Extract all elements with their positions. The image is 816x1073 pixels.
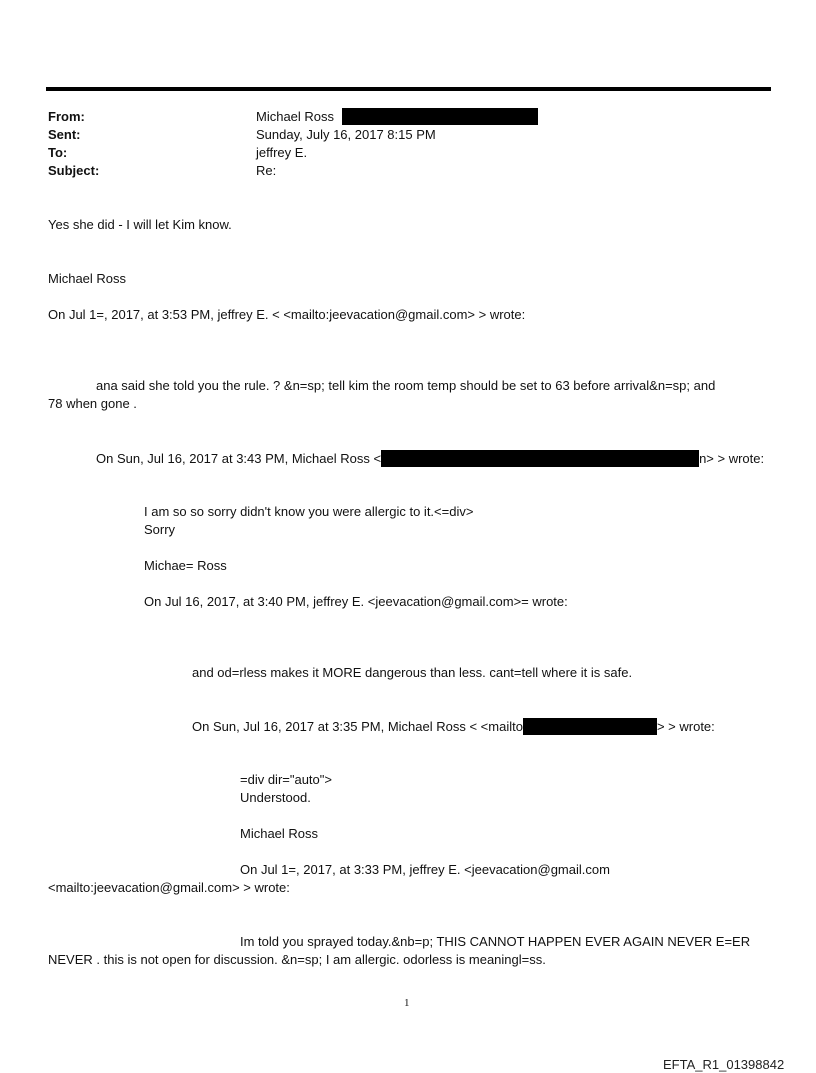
subject-label: Subject: [48, 163, 100, 178]
quote-header: On Jul 1=, 2017, at 3:33 PM, jeffrey E. <jeevacation@gmail.com [240, 862, 610, 877]
redaction-box [381, 450, 699, 467]
to-label: To: [48, 145, 68, 160]
quote-header: On Jul 16, 2017, at 3:40 PM, jeffrey E. <jeevacation@gmail.com>= wrote: [144, 594, 568, 609]
from-name: Michael Ross [256, 109, 335, 124]
signature: Michae= Ross [144, 558, 227, 573]
quote-text: Im told you sprayed today.&nb=p; THIS CANNOT HAPPEN EVER AGAIN NEVER E=ER [240, 934, 751, 949]
quote-text: ana said she told you the rule. ? &n=sp; tell kim the room temp should be set to 63 before arrival&n=sp; and [96, 378, 716, 393]
sent-value: Sunday, July 16, 2017 8:15 PM [256, 127, 436, 142]
sent-label: Sent: [48, 127, 81, 142]
quote-header-text: > > wrote: [656, 719, 715, 734]
redaction-box [342, 108, 538, 125]
signature: Michael Ross [48, 271, 127, 286]
page-number: 1 [404, 997, 410, 1009]
reply-line: Yes she did - I will let Kim know. [48, 217, 232, 232]
redaction-box [523, 718, 657, 735]
quote-text: and od=rless makes it MORE dangerous than less. cant=tell where it is safe. [192, 665, 633, 680]
header-rule [46, 87, 771, 91]
quote-header: On Jul 1=, 2017, at 3:53 PM, jeffrey E. < <mailto:jeevacation@gmail.com> > wrote: [48, 307, 526, 322]
from-label: From: [48, 109, 85, 124]
quote-text: Sorry [144, 522, 176, 537]
quote-header [96, 450, 764, 467]
quote-text: 78 when gone . [48, 396, 137, 411]
quote-header [192, 718, 715, 735]
quote-text: I am so so sorry didn't know you were allergic to it.<=div> [144, 504, 474, 519]
to-value: jeffrey E. [256, 145, 308, 160]
quote-header: <mailto:jeevacation@gmail.com> > wrote: [48, 880, 290, 895]
bates-number: EFTA_R1_01398842 [663, 1057, 785, 1072]
from-value [256, 108, 538, 125]
quote-header-text: n> > wrote: [699, 451, 765, 466]
subject-value: Re: [256, 163, 277, 178]
quote-header-text: On Sun, Jul 16, 2017 at 3:35 PM, Michael Ross < <mailto [192, 719, 523, 734]
quote-text: NEVER . this is not open for discussion. &n=sp; I am allergic. odorless is meaningl=ss. [48, 952, 546, 967]
quote-header-text: On Sun, Jul 16, 2017 at 3:43 PM, Michael Ross < [96, 451, 382, 466]
quote-text: =div dir="auto"> [240, 772, 332, 787]
quote-text: Understood. [240, 790, 311, 805]
signature: Michael Ross [240, 826, 319, 841]
